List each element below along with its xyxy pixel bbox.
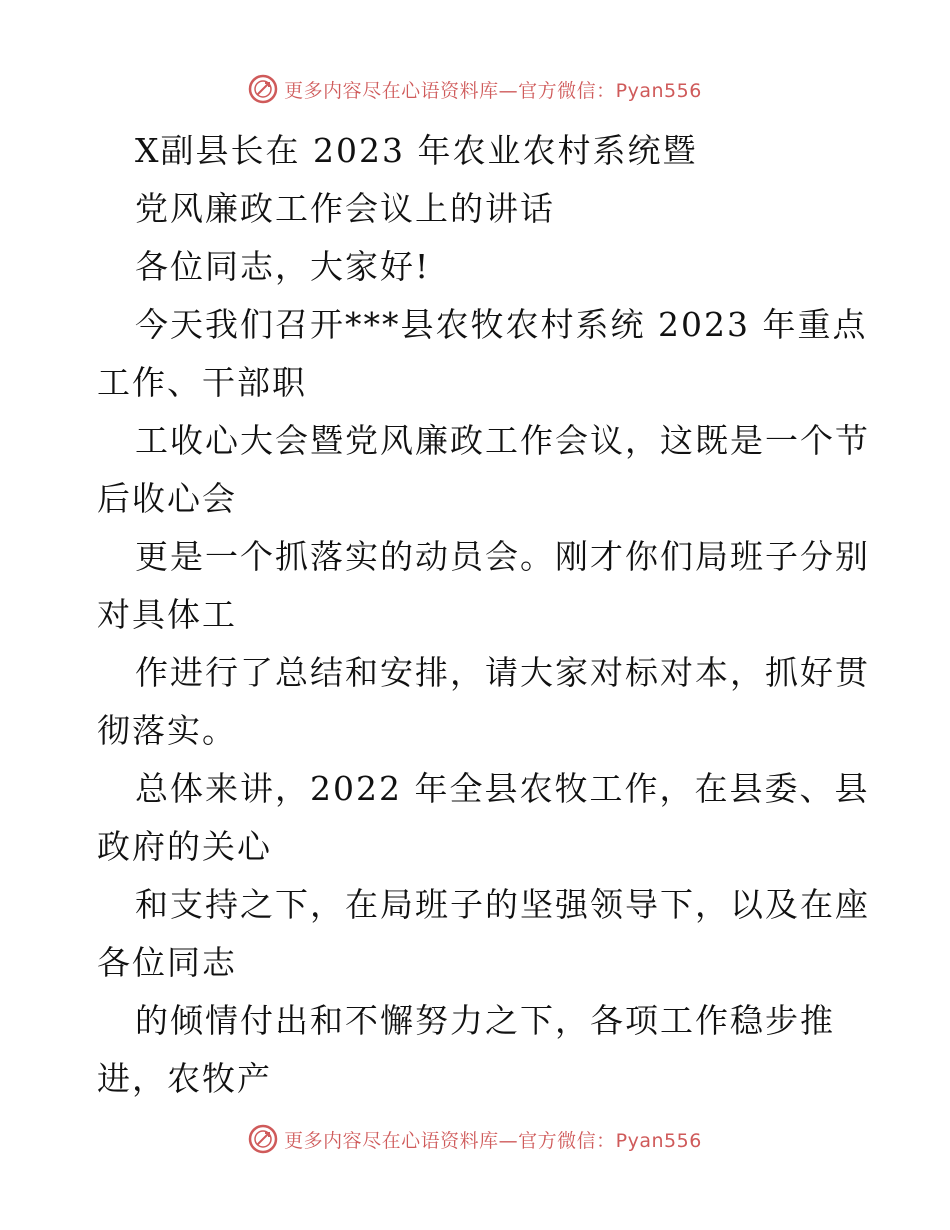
- footer-watermark: [0, 1124, 950, 1154]
- watermark-text: 更多内容尽在心语资料库—官方微信：Pyan556: [284, 1129, 702, 1152]
- text-line: 进，农牧产: [97, 1059, 272, 1098]
- header-watermark: [0, 74, 950, 104]
- text-line: 作进行了总结和安排，请大家对标对本，抓好贯: [135, 653, 870, 692]
- text-line: 更是一个抓落实的动员会。刚才你们局班子分别: [135, 537, 870, 576]
- text-line: 的倾情付出和不懈努力之下，各项工作稳步推: [135, 1001, 835, 1040]
- greeting-line: 各位同志，大家好!: [135, 247, 431, 286]
- text-line: 今天我们召开***县农牧农村系统 2023 年重点: [135, 305, 868, 344]
- text-line: 对具体工: [97, 595, 237, 634]
- seal-logo-icon: [248, 1124, 278, 1154]
- text-line: 工作、干部职: [97, 363, 307, 402]
- document-body: [97, 122, 870, 1108]
- text-line: 总体来讲，2022 年全县农牧工作，在县委、县: [135, 769, 870, 808]
- text-line: 工收心大会暨党风廉政工作会议，这既是一个节: [135, 421, 870, 460]
- document-title-line-1: X副县长在 2023 年农业农村系统暨: [135, 131, 698, 170]
- text-line: 彻落实。: [97, 711, 237, 750]
- text-line: 后收心会: [97, 479, 237, 518]
- text-line: 政府的关心: [97, 827, 272, 866]
- document-title-line-2: 党风廉政工作会议上的讲话: [135, 189, 555, 228]
- seal-logo-icon: [248, 74, 278, 104]
- text-line: 和支持之下，在局班子的坚强领导下，以及在座: [135, 885, 870, 924]
- text-line: 各位同志: [97, 943, 237, 982]
- watermark-text: 更多内容尽在心语资料库—官方微信：Pyan556: [284, 79, 702, 102]
